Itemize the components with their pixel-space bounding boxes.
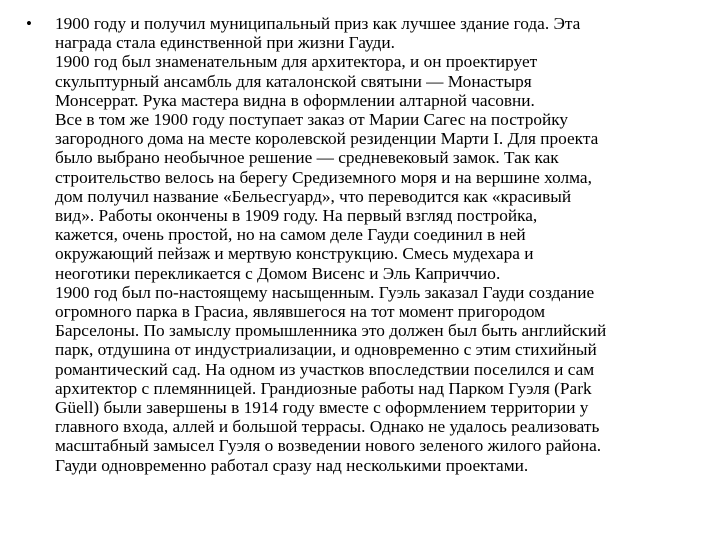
text-line: скульптурный ансамбль для каталонской святыни — Монастыря <box>55 71 532 91</box>
text-line: вид». Работы окончены в 1909 году. На первый взгляд постройка, <box>55 206 538 226</box>
text-line: кажется, очень простой, но на самом деле Гауди соединил в ней <box>55 225 526 245</box>
text-line: романтический сад. На одном из участков впоследствии поселился и сам <box>55 359 595 379</box>
text-line: Güell) были завершены в 1914 году вместе с оформлением территории у <box>55 398 589 418</box>
text-line: Все в том же 1900 году поступает заказ от Марии Сагес на постройку <box>55 110 569 130</box>
text-line: Монсеррат. Рука мастера видна в оформлении алтарной часовни. <box>55 90 535 110</box>
bullet-icon: • <box>26 14 32 33</box>
text-line: было выбрано необычное решение — средневековый замок. Так как <box>55 148 559 168</box>
text-line: награда стала единственной при жизни Гауди. <box>55 33 395 53</box>
text-line: Гауди одновременно работал сразу над несколькими проектами. <box>55 455 529 475</box>
text-line: 1900 год был по-настоящему насыщенным. Гуэль заказал Гауди создание <box>55 282 595 302</box>
text-line: загородного дома на месте королевской резиденции Марти I. Для проекта <box>55 129 599 149</box>
text-line: строительство велось на берегу Средиземного моря и на вершине холма, <box>55 167 592 187</box>
text-line: 1900 год был знаменательным для архитектора, и он проектирует <box>55 52 538 72</box>
text-line: окружающий пейзаж и мертвую конструкцию. Смесь мудехара и <box>55 244 534 264</box>
text-line: Барселоны. По замыслу промышленника это должен был быть английский <box>55 321 607 341</box>
text-line: огромного парка в Грасиа, являвшегося на тот момент пригородом <box>55 302 546 322</box>
text-line: дом получил название «Бельесгуард», что переводится как «красивый <box>55 186 572 206</box>
text-line: архитектор с племянницей. Грандиозные работы над Парком Гуэля (Park <box>55 378 592 398</box>
text-line: масштабный замысел Гуэля о возведении нового зеленого жилого района. <box>55 436 602 456</box>
paragraph-text <box>55 14 706 475</box>
text-line: парк, отдушина от индустриализации, и одновременно с этим стихийный <box>55 340 597 360</box>
text-line: главного входа, аллей и большой террасы. Однако не удалось реализовать <box>55 417 600 437</box>
text-line: 1900 году и получил муниципальный приз как лучшее здание года. Эта <box>55 14 581 33</box>
text-line: неоготики перекликается с Домом Висенс и Эль Каприччио. <box>55 263 501 283</box>
